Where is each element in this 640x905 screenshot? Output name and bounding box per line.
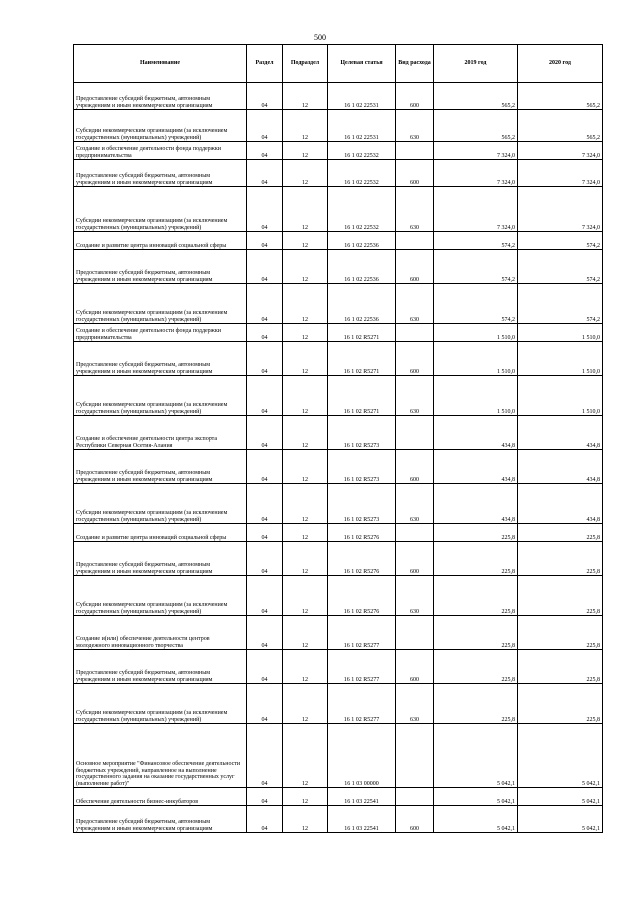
row-name: Предоставление субсидий бюджетным, автономным учреждениям и иным некоммерческим организациям: [74, 542, 247, 576]
row-2020: 565,2: [518, 110, 603, 142]
table-row: [74, 724, 603, 788]
row-2020: 225,8: [518, 542, 603, 576]
table-row: [74, 376, 603, 416]
row-vid: 630: [396, 284, 434, 324]
row-name: Предоставление субсидий бюджетным, автономным учреждениям и иным некоммерческим организациям: [74, 250, 247, 284]
row-2019: 225,8: [434, 542, 518, 576]
row-2019: 574,2: [434, 284, 518, 324]
row-2020: 1 510,0: [518, 376, 603, 416]
row-razdel: 04: [247, 142, 283, 160]
row-name: Предоставление субсидий бюджетным, автономным учреждениям и иным некоммерческим организациям: [74, 450, 247, 484]
col-header-razdel: Раздел: [247, 45, 283, 83]
row-statya: 16 1 02 R5271: [328, 342, 396, 376]
row-razdel: 04: [247, 450, 283, 484]
table-row: [74, 83, 603, 110]
table-row: [74, 788, 603, 806]
row-name: Субсидии некоммерческим организациям (за исключением государственных (муниципальных) учреждений): [74, 684, 247, 724]
row-razdel: 04: [247, 684, 283, 724]
row-2019: 7 324,0: [434, 160, 518, 187]
row-statya: 16 1 02 22531: [328, 83, 396, 110]
row-razdel: 04: [247, 342, 283, 376]
row-razdel: 04: [247, 232, 283, 250]
row-vid: 600: [396, 83, 434, 110]
row-name: Создание и обеспечение деятельности фонда поддержки предпринимательства: [74, 324, 247, 342]
row-razdel: 04: [247, 83, 283, 110]
row-razdel: 04: [247, 324, 283, 342]
table-row: [74, 524, 603, 542]
row-2020: 7 324,0: [518, 142, 603, 160]
row-2019: 225,8: [434, 616, 518, 650]
row-statya: 16 1 02 22536: [328, 232, 396, 250]
row-2019: 5 042,1: [434, 724, 518, 788]
row-razdel: 04: [247, 110, 283, 142]
row-statya: 16 1 02 R5277: [328, 650, 396, 684]
row-statya: 16 1 03 22541: [328, 788, 396, 806]
row-statya: 16 1 02 22536: [328, 284, 396, 324]
row-razdel: 04: [247, 160, 283, 187]
row-statya: 16 1 02 R5276: [328, 524, 396, 542]
table-row: [74, 284, 603, 324]
row-vid: 600: [396, 250, 434, 284]
row-2019: 5 042,1: [434, 788, 518, 806]
row-statya: 16 1 02 R5276: [328, 576, 396, 616]
table-row: [74, 576, 603, 616]
row-name: Предоставление субсидий бюджетным, автономным учреждениям и иным некоммерческим организациям: [74, 650, 247, 684]
row-2020: 5 042,1: [518, 788, 603, 806]
row-2020: 225,8: [518, 684, 603, 724]
row-podrazdel: 12: [283, 576, 328, 616]
row-2020: 574,2: [518, 284, 603, 324]
row-statya: 16 1 02 22532: [328, 187, 396, 232]
row-name: Основное мероприятие "Финансовое обеспечение деятельности бюджетных учреждений, направленное на выполнение государственного задания на оказание государственных услуг (выполнение работ)": [74, 724, 247, 788]
row-vid: [396, 724, 434, 788]
row-vid: [396, 142, 434, 160]
row-vid: 630: [396, 684, 434, 724]
table-row: [74, 187, 603, 232]
row-2020: 434,8: [518, 484, 603, 524]
row-podrazdel: 12: [283, 724, 328, 788]
row-2020: 574,2: [518, 250, 603, 284]
row-2020: 434,8: [518, 450, 603, 484]
row-2019: 1 510,0: [434, 342, 518, 376]
table-row: [74, 616, 603, 650]
col-header-2019: 2019 год: [434, 45, 518, 83]
row-razdel: 04: [247, 187, 283, 232]
table-row: [74, 324, 603, 342]
row-podrazdel: 12: [283, 324, 328, 342]
table-row: [74, 160, 603, 187]
row-statya: 16 1 03 22541: [328, 806, 396, 833]
row-razdel: 04: [247, 576, 283, 616]
row-2019: 574,2: [434, 232, 518, 250]
row-2020: 5 042,1: [518, 724, 603, 788]
table-row: [74, 250, 603, 284]
row-2019: 1 510,0: [434, 324, 518, 342]
row-razdel: 04: [247, 542, 283, 576]
row-podrazdel: 12: [283, 142, 328, 160]
row-statya: 16 1 02 22532: [328, 142, 396, 160]
row-razdel: 04: [247, 284, 283, 324]
row-vid: [396, 416, 434, 450]
row-name: Создание и обеспечение деятельности центра экспорта Республики Северная Осетия-Алания: [74, 416, 247, 450]
row-2019: 225,8: [434, 650, 518, 684]
row-name: Субсидии некоммерческим организациям (за исключением государственных (муниципальных) учреждений): [74, 484, 247, 524]
row-name: Субсидии некоммерческим организациям (за исключением государственных (муниципальных) учреждений): [74, 576, 247, 616]
row-name: Субсидии некоммерческим организациям (за исключением государственных (муниципальных) учреждений): [74, 284, 247, 324]
row-podrazdel: 12: [283, 342, 328, 376]
col-header-2020: 2020 год: [518, 45, 603, 83]
table-row: [74, 232, 603, 250]
row-name: Субсидии некоммерческим организациям (за исключением государственных (муниципальных) учреждений): [74, 187, 247, 232]
row-podrazdel: 12: [283, 160, 328, 187]
row-vid: 630: [396, 576, 434, 616]
row-statya: 16 1 02 22532: [328, 160, 396, 187]
row-2019: 434,8: [434, 450, 518, 484]
row-podrazdel: 12: [283, 110, 328, 142]
row-podrazdel: 12: [283, 650, 328, 684]
row-name: Создание и развитие центра инноваций социальной сферы: [74, 524, 247, 542]
col-header-podrazdel: Подраздел: [283, 45, 328, 83]
row-name: Создание и(или) обеспечение деятельности центров молодежного инновационного творчества: [74, 616, 247, 650]
row-2019: 5 042,1: [434, 806, 518, 833]
row-vid: 600: [396, 542, 434, 576]
page-number: 500: [314, 33, 326, 42]
row-name: Создание и обеспечение деятельности фонда поддержки предпринимательства: [74, 142, 247, 160]
row-2020: 565,2: [518, 83, 603, 110]
table-row: [74, 110, 603, 142]
row-vid: 600: [396, 450, 434, 484]
row-podrazdel: 12: [283, 542, 328, 576]
row-podrazdel: 12: [283, 187, 328, 232]
row-statya: 16 1 02 R5271: [328, 324, 396, 342]
row-podrazdel: 12: [283, 376, 328, 416]
col-header-name: Наименование: [74, 45, 247, 83]
row-2020: 7 324,0: [518, 187, 603, 232]
table-row: [74, 450, 603, 484]
budget-table: [73, 44, 603, 833]
row-podrazdel: 12: [283, 616, 328, 650]
row-2020: 574,2: [518, 232, 603, 250]
row-name: Предоставление субсидий бюджетным, автономным учреждениям и иным некоммерческим организациям: [74, 160, 247, 187]
row-podrazdel: 12: [283, 232, 328, 250]
row-podrazdel: 12: [283, 416, 328, 450]
row-2019: 1 510,0: [434, 376, 518, 416]
row-razdel: 04: [247, 650, 283, 684]
row-2019: 225,8: [434, 684, 518, 724]
row-name: Субсидии некоммерческим организациям (за исключением государственных (муниципальных) учреждений): [74, 110, 247, 142]
row-2019: 434,8: [434, 416, 518, 450]
row-name: Обеспечение деятельности бизнес-инкубаторов: [74, 788, 247, 806]
row-2019: 7 324,0: [434, 142, 518, 160]
row-podrazdel: 12: [283, 450, 328, 484]
table-header-row: [74, 45, 603, 83]
row-2020: 7 324,0: [518, 160, 603, 187]
row-statya: 16 1 02 R5273: [328, 450, 396, 484]
row-razdel: 04: [247, 484, 283, 524]
table-row: [74, 484, 603, 524]
row-name: Предоставление субсидий бюджетным, автономным учреждениям и иным некоммерческим организациям: [74, 83, 247, 110]
row-vid: [396, 324, 434, 342]
row-podrazdel: 12: [283, 83, 328, 110]
row-vid: [396, 232, 434, 250]
row-razdel: 04: [247, 376, 283, 416]
row-vid: [396, 788, 434, 806]
row-vid: 630: [396, 187, 434, 232]
row-name: Создание и развитие центра инноваций социальной сферы: [74, 232, 247, 250]
row-vid: [396, 616, 434, 650]
row-razdel: 04: [247, 250, 283, 284]
row-statya: 16 1 02 R5276: [328, 542, 396, 576]
table-row: [74, 684, 603, 724]
row-statya: 16 1 02 R5271: [328, 376, 396, 416]
table-row: [74, 342, 603, 376]
row-podrazdel: 12: [283, 524, 328, 542]
row-podrazdel: 12: [283, 484, 328, 524]
col-header-statya: Целевая статья: [328, 45, 396, 83]
row-vid: 630: [396, 376, 434, 416]
table-row: [74, 542, 603, 576]
row-vid: [396, 524, 434, 542]
row-podrazdel: 12: [283, 284, 328, 324]
row-statya: 16 1 02 R5277: [328, 616, 396, 650]
table-row: [74, 142, 603, 160]
row-statya: 16 1 02 R5273: [328, 484, 396, 524]
row-2019: 434,8: [434, 484, 518, 524]
row-podrazdel: 12: [283, 806, 328, 833]
row-2020: 1 510,0: [518, 342, 603, 376]
row-2019: 565,2: [434, 83, 518, 110]
row-vid: 630: [396, 110, 434, 142]
row-2020: 225,8: [518, 616, 603, 650]
row-2020: 1 510,0: [518, 324, 603, 342]
row-razdel: 04: [247, 788, 283, 806]
row-vid: 600: [396, 342, 434, 376]
row-statya: 16 1 02 R5273: [328, 416, 396, 450]
row-name: Предоставление субсидий бюджетным, автономным учреждениям и иным некоммерческим организациям: [74, 806, 247, 833]
row-razdel: 04: [247, 806, 283, 833]
row-2019: 7 324,0: [434, 187, 518, 232]
row-2020: 225,8: [518, 524, 603, 542]
row-statya: 16 1 02 22536: [328, 250, 396, 284]
row-2019: 565,2: [434, 110, 518, 142]
table-row: [74, 650, 603, 684]
row-name: Предоставление субсидий бюджетным, автономным учреждениям и иным некоммерческим организациям: [74, 342, 247, 376]
row-name: Субсидии некоммерческим организациям (за исключением государственных (муниципальных) учреждений): [74, 376, 247, 416]
row-razdel: 04: [247, 524, 283, 542]
row-2019: 225,8: [434, 524, 518, 542]
row-2020: 225,8: [518, 650, 603, 684]
row-2019: 225,8: [434, 576, 518, 616]
row-statya: 16 1 02 R5277: [328, 684, 396, 724]
row-statya: 16 1 03 00000: [328, 724, 396, 788]
row-razdel: 04: [247, 724, 283, 788]
row-2020: 5 042,1: [518, 806, 603, 833]
row-razdel: 04: [247, 416, 283, 450]
row-vid: 600: [396, 806, 434, 833]
row-vid: 630: [396, 484, 434, 524]
col-header-vid: Вид расхода: [396, 45, 434, 83]
row-razdel: 04: [247, 616, 283, 650]
row-podrazdel: 12: [283, 684, 328, 724]
table-row: [74, 806, 603, 833]
row-vid: 600: [396, 160, 434, 187]
row-podrazdel: 12: [283, 250, 328, 284]
row-2019: 574,2: [434, 250, 518, 284]
table-row: [74, 416, 603, 450]
row-vid: 600: [396, 650, 434, 684]
row-podrazdel: 12: [283, 788, 328, 806]
row-2020: 225,8: [518, 576, 603, 616]
row-statya: 16 1 02 22531: [328, 110, 396, 142]
row-2020: 434,8: [518, 416, 603, 450]
